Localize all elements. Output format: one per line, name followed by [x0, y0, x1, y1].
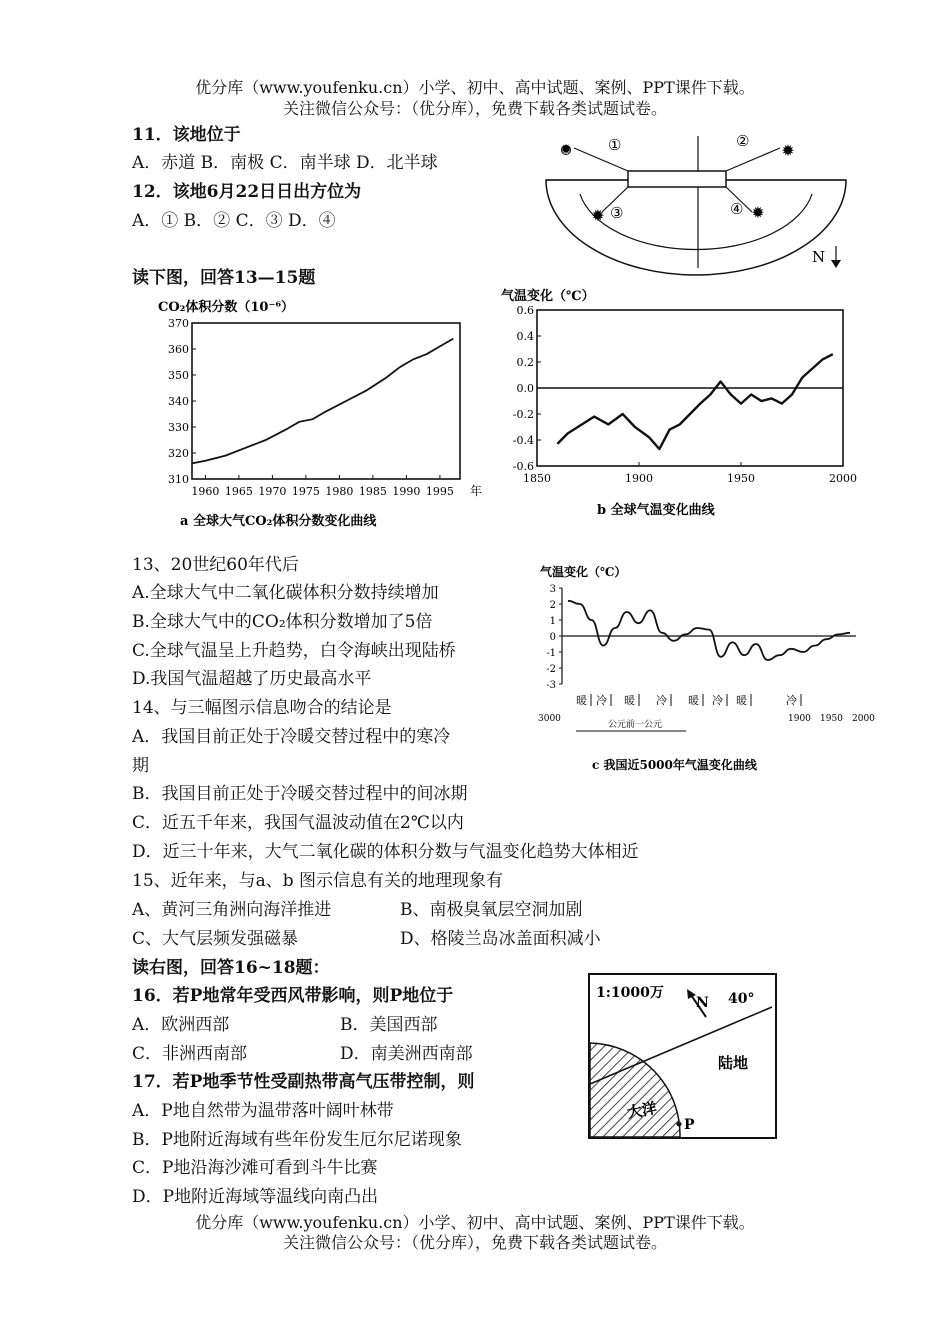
header-line-2: 关注微信公众号：（优分库），免费下载各类试题试卷。 [282, 99, 667, 118]
q13-option-d: D.我国气温超越了历史最高水平 [132, 669, 372, 689]
chart-c-caption: c 我国近5000年气温变化曲线 [592, 758, 757, 772]
chart-c-ytick-label: 3 [549, 584, 556, 595]
q14-option-c: C．近五千年来，我国气温波动值在2℃以内 [132, 813, 464, 833]
svg-text:✹: ✹ [781, 141, 795, 160]
chart-a-ytick-label: 360 [168, 343, 189, 356]
q14-option-a-line1: A．我国目前正处于冷暖交替过程中的寒冷 [132, 727, 451, 747]
chart-b-xtick-label: 2000 [829, 472, 857, 485]
q13-stem: 13、20世纪60年代后 [132, 555, 299, 575]
label-4: ④ [730, 200, 744, 218]
q14-stem: 14、与三幅图示信息吻合的结论是 [132, 698, 392, 718]
chart-b-ytick-label: 0.2 [516, 356, 534, 369]
label-2: ② [736, 132, 750, 150]
q16-option-d: D．南美洲西南部 [340, 1044, 473, 1064]
chart-c-xtick-label: 3000 [538, 714, 561, 724]
map-land: 陆地 [718, 1054, 749, 1072]
map-scale: 1:1000万 [596, 985, 664, 1001]
chart-a-xtick-label: 1960 [191, 485, 220, 498]
chart-a-xtick-label: 1990 [392, 485, 421, 498]
header-line-1: 优分库（www.youfenku.cn）小学、初中、高中试题、案例、PPT课件下载。 [195, 78, 755, 97]
intro-13-15: 读下图，回答13—15题 [132, 268, 316, 288]
chart-c-ylabel: 气温变化（℃） [540, 565, 627, 579]
chart-c-period-label: 暖 [624, 694, 635, 707]
chart-a-xtick-label: 1975 [291, 485, 320, 498]
chart-c-xtick-label: 2000 [852, 714, 875, 724]
q16-stem: 16．若P地常年受西风带影响，则P地位于 [132, 986, 454, 1006]
chart-a-ytick-label: 340 [168, 395, 189, 408]
q17-option-b: B．P地附近海域有些年份发生厄尔尼诺现象 [132, 1130, 462, 1150]
map-point: P [684, 1117, 695, 1133]
north-label: N [812, 248, 826, 266]
chart-a-ytick-label: 320 [168, 447, 189, 460]
chart-b-ytick-label: -0.4 [512, 434, 534, 447]
q15-option-b: B、南极臭氧层空洞加剧 [400, 900, 583, 920]
q15-option-d: D、格陵兰岛冰盖面积减小 [400, 929, 601, 949]
chart-b-caption: b 全球气温变化曲线 [597, 503, 715, 518]
chart-c-ytick-label: 1 [549, 616, 556, 627]
chart-a-xtick-label: 1970 [258, 485, 287, 498]
chart-c-period-label: 暖 [736, 694, 747, 707]
q16-option-b: B．美国西部 [340, 1015, 438, 1035]
chart-a-frame [192, 323, 460, 479]
q13-option-a: A.全球大气中二氧化碳体积分数持续增加 [132, 583, 439, 603]
chart-a-xtick-label: 1995 [425, 485, 454, 498]
q17-stem: 17．若P地季节性受副热带高气压带控制，则 [132, 1072, 475, 1092]
q11-stem: 11．该地位于 [132, 125, 241, 145]
sun-icon-2 [781, 141, 794, 160]
chart-c-ytick-label: 2 [549, 600, 556, 611]
chart-b-series-line [557, 354, 832, 449]
q11-options: A．赤道 B．南极 C．南半球 D．北半球 [132, 153, 438, 173]
map-figure [588, 973, 778, 1141]
chart-a [156, 297, 483, 537]
q16-option-a: A．欧洲西部 [132, 1015, 230, 1035]
chart-c-ytick-label: -1 [546, 648, 556, 659]
svg-text:✹: ✹ [560, 142, 572, 158]
sun-icon-1 [560, 142, 572, 158]
svg-text:✹: ✹ [751, 203, 765, 222]
q14-option-b: B．我国目前正处于冷暖交替过程中的间冰期 [132, 784, 468, 804]
chart-b-xtick-label: 1950 [727, 472, 755, 485]
q12-stem: 12．该地6月22日日出方位为 [132, 182, 362, 202]
svg-text:✹: ✹ [591, 206, 605, 225]
chart-c-series-line [568, 601, 850, 660]
chart-b [497, 284, 857, 524]
q13-option-b: B.全球大气中的CO₂体积分数增加了5倍 [132, 612, 433, 632]
footer-line-1: 优分库（www.youfenku.cn）小学、初中、高中试题、案例、PPT课件下载。 [195, 1213, 755, 1232]
chart-a-xunit: 年 [469, 484, 483, 498]
stick-bar [628, 171, 726, 187]
chart-a-ytick-label: 350 [168, 369, 189, 382]
horizon-dome [546, 180, 846, 275]
ray-2 [726, 148, 780, 171]
chart-b-ytick-label: 0.4 [516, 330, 534, 343]
chart-c-period-label: 冷 [786, 694, 797, 707]
chart-b-ytick-label: 0.0 [516, 382, 534, 395]
chart-b-ytick-label: -0.2 [512, 408, 534, 421]
chart-c-period-label: 暖 [688, 694, 699, 707]
q17-option-c: C．P地沿海沙滩可看到斗牛比赛 [132, 1158, 378, 1178]
chart-c-period-label: 冷 [596, 694, 607, 707]
q15-stem: 15、近年来，与a、b 图示信息有关的地理现象有 [132, 871, 504, 891]
chart-c-xtick-label: 1950 [820, 714, 843, 724]
label-1: ① [608, 136, 622, 154]
chart-a-ylabel: CO₂体积分数（10⁻⁶） [158, 300, 295, 315]
chart-a-ytick-label: 330 [168, 421, 189, 434]
chart-a-xtick-label: 1985 [358, 485, 387, 498]
q15-option-c: C、大气层频发强磁暴 [132, 929, 299, 949]
sun-icon-3 [591, 206, 604, 225]
q17-option-a: A．P地自然带为温带落叶阔叶林带 [132, 1101, 394, 1121]
q17-option-d: D．P地附近海域等温线向南凸出 [132, 1187, 379, 1207]
chart-a-xtick-label: 1980 [325, 485, 354, 498]
chart-b-xtick-label: 1900 [625, 472, 653, 485]
chart-b-ylabel: 气温变化（℃） [501, 289, 595, 304]
point-p-marker [677, 1122, 682, 1127]
chart-c-ytick-label: -2 [546, 664, 556, 675]
chart-c [536, 560, 886, 772]
chart-c-period-label: 冷 [712, 694, 723, 707]
label-3: ③ [610, 204, 624, 222]
q13-option-c: C.全球气温呈上升趋势，白令海峡出现陆桥 [132, 641, 456, 661]
chart-a-ytick-label: 370 [168, 317, 189, 330]
chart-b-ytick-label: 0.6 [516, 304, 534, 317]
map-north: N [696, 995, 709, 1011]
chart-c-ytick-label: 0 [549, 632, 556, 643]
chart-a-ytick-label: 310 [168, 473, 189, 486]
sun-path-diagram [540, 128, 860, 270]
chart-c-xtick-label: 1900 [788, 714, 811, 724]
intro-16-18: 读右图，回答16~18题： [132, 958, 330, 978]
sun-icon-4 [751, 203, 764, 222]
chart-b-ytick-label: -0.6 [512, 460, 534, 473]
chart-c-era-label: 公元前一公元 [608, 720, 663, 730]
q14-option-a-line2: 期 [132, 756, 149, 776]
q12-options: A．① B．② C．③ D．④ [132, 211, 336, 231]
q15-option-a: A、黄河三角洲向海洋推进 [132, 900, 332, 920]
chart-c-period-label: 冷 [656, 694, 667, 707]
chart-a-caption: a 全球大气CO₂体积分数变化曲线 [180, 514, 377, 529]
chart-c-ytick-label: -3 [546, 680, 556, 691]
q16-option-c: C．非洲西南部 [132, 1044, 248, 1064]
map-latitude: 40° [728, 991, 755, 1007]
map-ocean: 大洋 [625, 1099, 659, 1122]
footer-line-2: 关注微信公众号：（优分库），免费下载各类试题试卷。 [282, 1233, 667, 1252]
q14-option-d: D．近三十年来，大气二氧化碳的体积分数与气温变化趋势大体相近 [132, 842, 639, 862]
chart-c-period-label: 暖 [576, 694, 587, 707]
chart-a-xtick-label: 1965 [224, 485, 253, 498]
chart-a-series-line [192, 339, 453, 464]
chart-b-xtick-label: 1850 [523, 472, 551, 485]
